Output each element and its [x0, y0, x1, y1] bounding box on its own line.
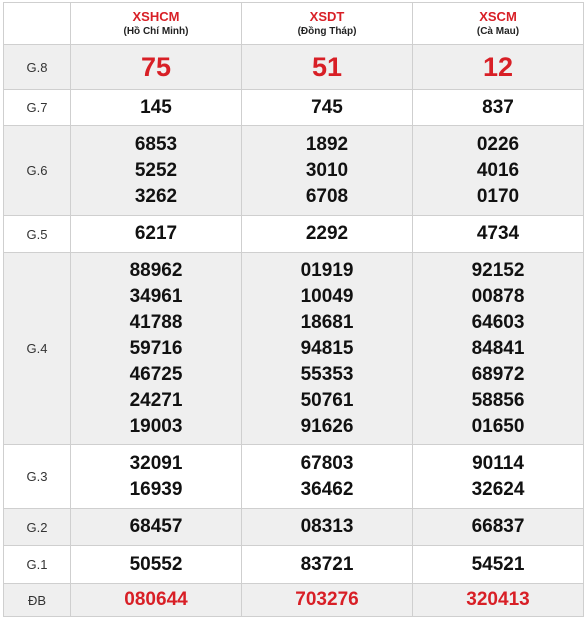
- prize-number: 32091: [129, 452, 183, 474]
- prize-number: 6217: [134, 223, 178, 244]
- prize-number: 66837: [471, 516, 525, 537]
- prize-cell: [413, 509, 584, 546]
- prize-cell: [242, 126, 413, 216]
- province-header-cm[interactable]: [413, 3, 584, 45]
- prize-number: 46725: [129, 363, 183, 385]
- prize-number: 6708: [305, 185, 349, 207]
- prize-number: 0226: [476, 133, 520, 155]
- prize-number: 34961: [129, 285, 183, 307]
- prize-number: 50761: [300, 389, 354, 411]
- prize-number: 24271: [129, 389, 183, 411]
- prize-cell: [71, 216, 242, 253]
- prize-label: G.4: [4, 253, 71, 445]
- prize-number: 1892: [305, 133, 349, 155]
- prize-number: 94815: [300, 337, 354, 359]
- prize-number: 67803: [300, 452, 354, 474]
- prize-number: 6853: [134, 133, 178, 155]
- prize-row-g6: [4, 126, 584, 216]
- province-name: (Cà Mau): [476, 25, 520, 37]
- lottery-results-table: [3, 2, 584, 617]
- prize-number: 745: [311, 96, 343, 118]
- province-code[interactable]: XSHCM: [132, 8, 180, 24]
- prize-number: 92152: [471, 259, 525, 281]
- province-code[interactable]: XSDT: [309, 8, 345, 24]
- prize-number: 90114: [472, 452, 524, 474]
- prize-number: 837: [482, 96, 514, 118]
- prize-number: 83721: [300, 553, 354, 575]
- province-header-hcm[interactable]: [71, 3, 242, 45]
- prize-number: 145: [140, 96, 172, 118]
- prize-number: 51: [311, 52, 343, 82]
- prize-cell: [71, 126, 242, 216]
- prize-cell: [71, 509, 242, 546]
- prize-label: G.6: [4, 126, 71, 216]
- prize-rows: [4, 45, 584, 617]
- prize-label: G.3: [4, 445, 71, 509]
- province-header-row: [4, 3, 584, 45]
- prize-number: 320413: [466, 589, 530, 610]
- prize-number: 59716: [129, 337, 183, 359]
- prize-row-special: [4, 584, 584, 617]
- prize-cell: [71, 45, 242, 90]
- prize-number: 080644: [124, 589, 188, 610]
- prize-cell: [242, 445, 413, 509]
- prize-number: 5252: [134, 159, 178, 181]
- prize-number: 16939: [129, 478, 183, 500]
- prize-number: 01650: [471, 415, 525, 437]
- prize-label: G.1: [4, 546, 71, 584]
- prize-number: 0170: [476, 185, 520, 207]
- prize-number: 2292: [305, 223, 349, 244]
- prize-label: G.5: [4, 216, 71, 253]
- prize-number: 12: [482, 52, 514, 82]
- prize-number: 32624: [471, 478, 525, 500]
- prize-cell: [71, 253, 242, 445]
- prize-label: G.8: [4, 45, 71, 90]
- prize-number: 54521: [471, 553, 525, 575]
- prize-number: 19003: [129, 415, 183, 437]
- prize-row-g7: [4, 90, 584, 126]
- prize-row-g2: [4, 509, 584, 546]
- prize-number: 91626: [300, 415, 354, 437]
- prize-cell: [413, 126, 584, 216]
- prize-cell: [413, 253, 584, 445]
- prize-label: G.2: [4, 509, 71, 546]
- prize-row-g4: [4, 253, 584, 445]
- prize-number: 84841: [471, 337, 525, 359]
- prize-cell: [71, 90, 242, 126]
- prize-cell: [71, 584, 242, 617]
- prize-cell: [71, 445, 242, 509]
- prize-row-g1: [4, 546, 584, 584]
- prize-number: 36462: [300, 478, 354, 500]
- province-header-dt[interactable]: [242, 3, 413, 45]
- prize-cell: [413, 90, 584, 126]
- prize-cell: [242, 45, 413, 90]
- prize-number: 4016: [476, 159, 520, 181]
- prize-number: 68972: [471, 363, 525, 385]
- prize-row-g3: [4, 445, 584, 509]
- province-name: (Hồ Chí Minh): [123, 25, 189, 37]
- prize-number: 3010: [305, 159, 349, 181]
- province-name: (Đồng Tháp): [297, 25, 357, 37]
- prize-number: 10049: [300, 285, 354, 307]
- prize-number: 75: [140, 52, 172, 82]
- prize-number: 41788: [129, 311, 183, 333]
- prize-number: 55353: [300, 363, 354, 385]
- header-corner-cell: [4, 3, 71, 45]
- prize-cell: [242, 90, 413, 126]
- prize-number: 08313: [300, 516, 354, 537]
- prize-cell: [413, 45, 584, 90]
- prize-cell: [413, 584, 584, 617]
- prize-number: 58856: [471, 389, 525, 411]
- prize-number: 50552: [129, 553, 183, 575]
- prize-number: 64603: [471, 311, 525, 333]
- prize-cell: [413, 445, 584, 509]
- prize-number: 4734: [476, 223, 520, 244]
- prize-label: G.7: [4, 90, 71, 126]
- prize-number: 703276: [295, 589, 359, 610]
- prize-number: 68457: [129, 516, 183, 537]
- prize-cell: [413, 546, 584, 584]
- prize-number: 18681: [300, 311, 354, 333]
- prize-cell: [413, 216, 584, 253]
- prize-number: 3262: [134, 185, 178, 207]
- prize-cell: [71, 546, 242, 584]
- prize-cell: [242, 546, 413, 584]
- prize-label: ĐB: [4, 584, 71, 617]
- prize-row-g5: [4, 216, 584, 253]
- prize-cell: [242, 253, 413, 445]
- prize-number: 88962: [129, 259, 183, 281]
- prize-number: 01919: [300, 259, 354, 281]
- prize-cell: [242, 584, 413, 617]
- prize-row-g8: [4, 45, 584, 90]
- province-code[interactable]: XSCM: [479, 8, 517, 24]
- prize-cell: [242, 509, 413, 546]
- prize-cell: [242, 216, 413, 253]
- prize-number: 00878: [471, 285, 525, 307]
